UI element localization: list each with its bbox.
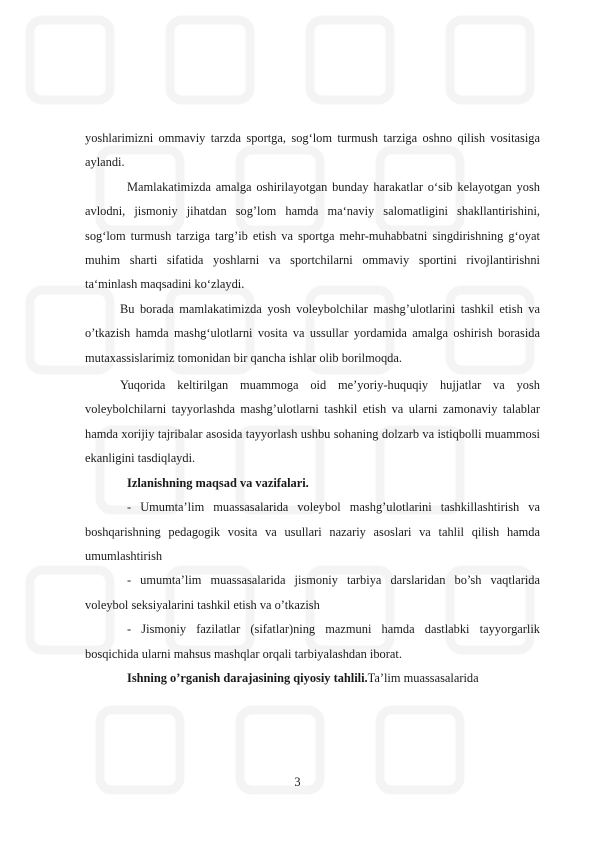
document-body [85, 126, 540, 690]
section-heading: Izlanishning maqsad va vazifalari. [127, 475, 309, 490]
paragraph-continuation: yoshlarimizni ommaviy tarzda sportga, sog‘lom turmush tarziga oshno qilish vositasiga aylandi. [85, 131, 540, 170]
bold-lead: Ishning o’rganish darajasining qiyosiy tahlili. [127, 670, 368, 685]
list-item: - umumta’lim muassasalarida jismoniy tarbiya darslaridan bo’sh vaqtlarida voleybol seksiyalarini tashkil etish va o’tkazish [85, 573, 540, 612]
paragraph-mamlakatimizda: Mamlakatimizda amalga oshirilayotgan bunday harakatlar o‘sib kelayotgan yosh avlodni, jismoniy jihatdan sog’lom hamda ma‘naviy salomatligini shakllantirishini, sog‘lom turmush tarziga targ’ib etish va sportga mehr-muhabbatni singdirishning g‘oyat muhim sharti sifatida yoshlarni va sportchilarni ommaviy sportini rivojlantirishni ta‘minlash maqsadini ko‘zlaydi. [85, 179, 540, 292]
paragraph-yuqorida: Yuqorida keltirilgan muammoga oid me’yoriy-huquqiy hujjatlar va yosh voleybolchilarni tayyorlashda mashg’ulotlarni tashkil etish va ularni zamonaviy talablar hamda xorijiy tajribalar asosida tayyorlash ushbu sohaning dolzarb va istiqbolli muammosi ekanligini tasdiqlaydi. [85, 378, 540, 466]
list-item: - Umumta’lim muassasalarida voleybol mashg’ulotlarini tashkillashtirish va boshqarishning pedagogik vosita va usullari nazariy asoslari va tahlil qilish hamda umumlashtirish [85, 500, 540, 563]
list-item: - Jismoniy fazilatlar (sifatlar)ning mazmuni hamda dastlabki tayyorgarlik bosqichida ularni mahsus mashqlar orqali tarbiyalashdan iborat. [85, 622, 540, 661]
page-number: 3 [294, 775, 301, 789]
paragraph-bu-borada: Bu borada mamlakatimizda yosh voleybolchilar mashg’ulotlarini tashkil etish va o’tkazish hamda mashg‘ulotlarni vosita va ussullar yordamida amalga oshirish borasida mutaxassislarimiz tomonidan bir qancha ishlar olib borilmoqda. [85, 301, 540, 365]
paragraph-ishning [85, 666, 540, 690]
paragraph-text: Ta’lim muassasalarida [367, 670, 479, 685]
